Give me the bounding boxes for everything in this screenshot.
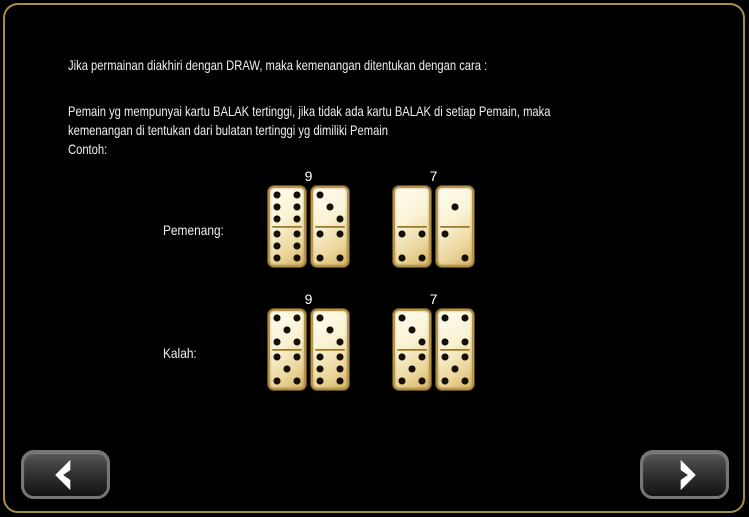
domino-half-0 [395,188,429,226]
pip [316,231,323,238]
domino-pair [393,291,474,393]
domino-pair [268,291,349,393]
pip [462,338,469,345]
pip [398,231,405,238]
pip [441,354,448,361]
pip [452,203,459,210]
instruction-line-bulatan-rule: kemenangan di tentukan dari bulatan tertinggi yg dimiliki Pemain [68,122,389,138]
pip [294,378,301,385]
pip [441,314,448,321]
pip [462,354,469,361]
pip [337,366,344,373]
pip [284,326,291,333]
chevron-right-icon [665,457,705,493]
domino-card-1-2 [436,186,474,267]
pip [294,338,301,345]
pip [337,231,344,238]
example-row-label: Kalah: [163,345,197,361]
domino-half-3 [395,311,429,349]
pip [419,378,426,385]
pip [441,378,448,385]
pip [316,354,323,361]
pair-cards [268,186,349,267]
domino-half-5 [395,351,429,389]
pip [337,338,344,345]
pip [441,338,448,345]
pair-value-label: 9 [304,168,313,184]
pip [398,354,405,361]
domino-half-3 [313,311,347,349]
domino-half-4 [395,228,429,266]
domino-half-5 [438,351,472,389]
pip [284,366,291,373]
back-button[interactable] [21,450,110,499]
pair-cards [393,186,474,267]
chevron-left-icon [46,457,86,493]
pair-value-label: 9 [304,291,313,307]
pip [294,243,301,250]
domino-half-3 [313,188,347,226]
pip [462,314,469,321]
domino-card-4-5 [436,309,474,390]
pair-value-label: 7 [429,291,438,307]
pip [273,203,280,210]
pip [409,366,416,373]
pip [337,255,344,262]
domino-card-5-5 [268,309,306,390]
domino-half-1 [438,188,472,226]
domino-half-5 [270,311,304,349]
pip [409,326,416,333]
pip [337,354,344,361]
domino-half-6 [313,351,347,389]
pair-cards [393,309,474,390]
pip [294,255,301,262]
domino-pair [268,168,349,270]
pip [316,191,323,198]
pip [316,314,323,321]
pip [316,366,323,373]
pip [419,255,426,262]
pip [327,326,334,333]
domino-card-3-5 [393,309,431,390]
pip [327,203,334,210]
next-button[interactable] [640,450,729,499]
pip [294,191,301,198]
pip [294,215,301,222]
pip [419,231,426,238]
pip [273,231,280,238]
pair-cards [268,309,349,390]
domino-half-6 [270,228,304,266]
pip [316,378,323,385]
pip [462,255,469,262]
pip [273,314,280,321]
pair-value-label: 7 [429,168,438,184]
domino-half-4 [313,228,347,266]
pip [337,378,344,385]
domino-half-2 [438,228,472,266]
pip [294,203,301,210]
pip [398,314,405,321]
instruction-line-balak-rule: Pemain yg mempunyai kartu BALAK tertinggi, jika tidak ada kartu BALAK di setiap Pemain, maka [68,103,551,119]
pip [441,231,448,238]
domino-half-6 [270,188,304,226]
domino-half-5 [270,351,304,389]
pip [273,338,280,345]
pip [316,255,323,262]
pip [273,354,280,361]
instruction-line-draw-rule: Jika permainan diakhiri dengan DRAW, maka kemenangan ditentukan dengan cara : [68,57,488,73]
example-row-label: Pemenang: [163,222,224,238]
domino-card-3-4 [311,186,349,267]
pip [273,191,280,198]
example-row-pemenang [0,168,749,270]
domino-card-0-4 [393,186,431,267]
pip [452,366,459,373]
instruction-line-contoh: Contoh: [68,141,108,157]
pip [273,215,280,222]
domino-card-3-6 [311,309,349,390]
pip [337,215,344,222]
pip [273,243,280,250]
domino-pair [393,168,474,270]
domino-half-4 [438,311,472,349]
pip [462,378,469,385]
pip [419,354,426,361]
pip [294,314,301,321]
pip [294,354,301,361]
domino-card-6-6 [268,186,306,267]
pip [398,255,405,262]
pip [294,231,301,238]
pip [419,338,426,345]
example-row-kalah [0,291,749,393]
pip [398,378,405,385]
pip [273,255,280,262]
pip [273,378,280,385]
